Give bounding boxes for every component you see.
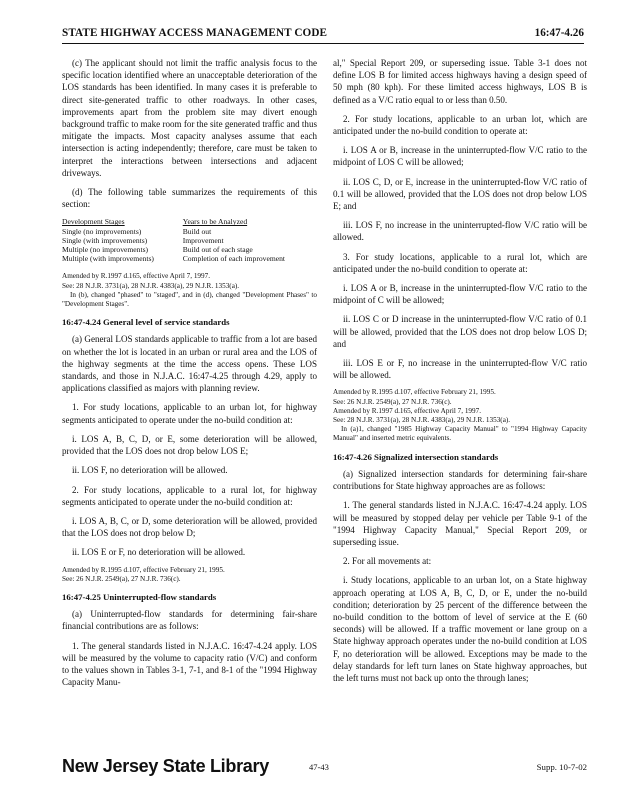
section-heading-4-25: 16:47-4.25 Uninterrupted-flow standards — [62, 591, 217, 602]
table-header-cell: Development Stages — [62, 217, 125, 227]
paragraph-4-25-3-iii: iii. LOS E or F, no increase in the uninterrupted-flow V/C ratio will be allowed. — [333, 358, 587, 381]
paragraph-4-25-3-ii: ii. LOS C or D increase in the uninterrupted-flow V/C ratio of 0.1 will be allowed, provided that the LOS does not drop below LOS D; and — [333, 314, 587, 349]
page-footer — [62, 756, 587, 786]
history-note — [333, 388, 587, 443]
table-header-cell: Years to be Analyzed — [182, 217, 248, 227]
table-cell: Single (no improvements) — [62, 226, 142, 236]
table-cell: Build out of each stage — [182, 245, 253, 255]
paragraph-4-24-2: 2. For study locations, applicable to a rural lot, for highway segments anticipated to operate under the no-build condition at: — [62, 484, 317, 507]
table-cell: Improvement — [182, 235, 224, 245]
history-line: See: 26 N.J.R. 2549(a), 27 N.J.R. 736(c). — [333, 397, 452, 406]
paragraph-4-24-2-i: i. LOS A, B, C, or D, some deterioration will be allowed, provided that the LOS does not drop below D; — [62, 515, 317, 539]
table-cell: Single (with improvements) — [62, 235, 148, 245]
history-line: See: 26 N.J.R. 2549(a), 27 N.J.R. 736(c). — [62, 574, 181, 583]
supplement-date: Supp. 10-7-02 — [536, 762, 587, 772]
history-line: Amended by R.1997 d.165, effective April 7, 1997. — [62, 272, 210, 281]
history-note — [62, 566, 317, 584]
history-line: See: 28 N.J.R. 3731(a), 28 N.J.R. 4383(a), 29 N.J.R. 1353(a). — [333, 416, 511, 425]
paragraph-c: (c) The applicant should not limit the traffic analysis focus to the specific location identified where an unacceptable deterioration of the LOS standards has been identified. In many cases it is preferable to direct site-generated traffic to other roadways. In other cases, improvements apart from the problem site may divert enough background traffic to make room for the site generated traffic and thus mitigate the impacts. Most capacity analyses assume that each intersection is acting independently; therefore, care must be taken to interpret the interactions between intersections and adjacent driveways. — [62, 58, 317, 178]
table-row — [62, 254, 317, 263]
summary-table — [62, 217, 317, 263]
table-cell: Multiple (no improvements) — [62, 245, 149, 255]
table-row — [62, 245, 317, 254]
history-line: Amended by R.1995 d.107, effective February 21, 1995. — [62, 565, 225, 574]
section-heading-4-24: 16:47-4.24 General level of service standards — [62, 317, 230, 328]
header-rule — [62, 43, 584, 44]
history-note — [62, 272, 317, 309]
table-cell: Build out — [182, 226, 212, 236]
paragraph-4-25-3-i: i. LOS A or B, increase in the uninterrupted-flow V/C ratio to the midpoint of C will be allowed; — [333, 283, 587, 306]
left-column — [62, 57, 317, 695]
paragraph-4-24-1-i: i. LOS A, B, C, D, or E, some deterioration will be allowed, provided that the LOS does not drop below LOS E; — [62, 433, 317, 457]
table-row — [62, 236, 317, 245]
paragraph-4-26-1: 1. The general standards listed in N.J.A.C. 16:47-4.24 apply. LOS will be measured by stopped delay per vehicle per Table 9-1 of the "1994 Highway Capacity Manual," Special Report 209, or superseding issue. — [333, 500, 587, 547]
section-heading-4-26: 16:47-4.26 Signalized intersection standards — [333, 451, 499, 462]
history-line: In (b), changed "phased" to "staged", and in (d), changed "Development Phases" to "Development Stages". — [62, 290, 317, 309]
paragraph-4-25-1: 1. The general standards listed in N.J.A.C. 16:47-4.24 apply. LOS will be measured by the volume to capacity ratio (V/C) and conform to the values shown in Tables 3-1, 7-1, and 8-1 of the "1994 Highway Capacity Manu- — [62, 640, 317, 688]
paragraph-4-24-1: 1. For study locations, applicable to an urban lot, for highway segments anticipated to operate under the no-build condition at: — [62, 402, 317, 425]
paragraph-4-26-2-i: i. Study locations, applicable to an urban lot, on a State highway approach operating at LOS A, B, C, D, or E, under the no-build condition; deterioration by 25 percent of the difference between the no-build condition to the bottom of level of service at the E (60 seconds) will be allowed. If a traffic movement or lane group on a State highway approach operates under the no-build condition at LOS F, no deterioration will be allowed. Exceptions may be made to the delay standards for left turn lanes on State highway approaches, but the left turns must not back up onto the through lanes; — [333, 575, 587, 683]
code-title: STATE HIGHWAY ACCESS MANAGEMENT CODE — [62, 27, 328, 39]
page-number: 47-43 — [309, 762, 329, 772]
paragraph-4-24-a: (a) General LOS standards applicable to traffic from a lot are based on whether the lot is located in an urban or rural area and the LOS of the highway segments at the time the access opens. These LOS standards, and those in N.J.A.C. 16:47-4.25 through 4.29, apply to applications classified as majors with planning review. — [62, 334, 317, 394]
paragraph-4-25-a: (a) Uninterrupted-flow standards for determining fair-share financial contributions are as follows: — [62, 609, 317, 632]
paragraph-4-24-1-ii: ii. LOS F, no deterioration will be allowed. — [72, 465, 228, 476]
library-name: New Jersey State Library — [62, 756, 269, 776]
paragraph-d: (d) The following table summarizes the requirements of this section: — [62, 187, 317, 210]
table-cell: Multiple (with improvements) — [62, 254, 154, 264]
running-header — [62, 27, 584, 45]
table-row — [62, 227, 317, 236]
paragraph-4-25-2-iii: iii. LOS F, no increase in the uninterrupted-flow V/C ratio will be allowed. — [333, 220, 587, 243]
history-line: Amended by R.1997 d.165, effective April 7, 1997. — [333, 406, 481, 415]
paragraph-4-24-2-ii: ii. LOS E or F, no deterioration will be allowed. — [72, 547, 246, 558]
table-cell: Completion of each improvement — [182, 254, 285, 264]
history-line: Amended by R.1995 d.107, effective February 21, 1995. — [333, 388, 496, 397]
section-number: 16:47-4.26 — [534, 27, 584, 39]
paragraph-4-25-2: 2. For study locations, applicable to an urban lot, which are anticipated under the no-build condition to operate at: — [333, 113, 587, 137]
history-line: In (a)1, changed "1985 Highway Capacity Manual" to "1994 Highway Capacity Manual" and inserted metric equivalents. — [333, 425, 587, 443]
paragraph-4-26-a: (a) Signalized intersection standards for determining fair-share contributions for State highway approaches are as follows: — [333, 468, 587, 492]
history-line: See: 28 N.J.R. 3731(a), 28 N.J.R. 4383(a), 29 N.J.R. 1353(a). — [62, 281, 240, 290]
paragraph-continued: al," Special Report 209, or superseding issue. Table 3-1 does not define LOS B for limited access highways having a design speed of 50 mph (80 kph). For these limited access highways, LOS B is defined as a V/C ratio equal to or less than 0.50. — [333, 58, 587, 105]
right-column — [333, 57, 587, 691]
paragraph-4-25-3: 3. For study locations, applicable to a rural lot, which are anticipated under the no-build condition to operate at: — [333, 251, 587, 274]
table-header-row — [62, 217, 317, 226]
paragraph-4-25-2-i: i. LOS A or B, increase in the uninterrupted-flow V/C ratio to the midpoint of LOS C will be allowed; — [333, 145, 587, 168]
paragraph-4-25-2-ii: ii. LOS C, D, or E, increase in the uninterrupted-flow V/C ratio of 0.1 will be allowed, provided that the LOS does not drop below LOS E; and — [333, 176, 587, 212]
paragraph-4-26-2: 2. For all movements at: — [343, 556, 432, 567]
